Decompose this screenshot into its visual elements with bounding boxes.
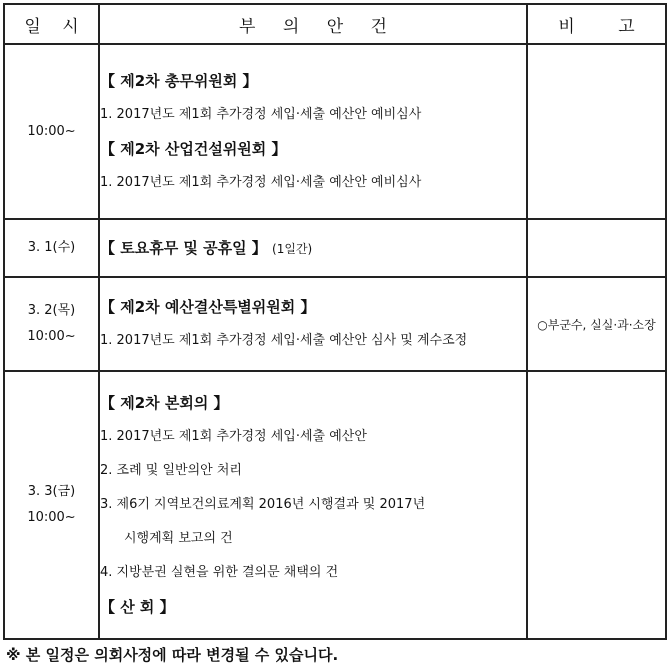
agenda-item: 1. 2017년도 제1회 추가경정 세입·세출 예산안 예비심사 xyxy=(100,174,422,190)
agenda-item: 2. 조례 및 일반의안 처리 xyxy=(100,463,242,478)
agenda-item: 1. 2017년도 제1회 추가경정 세입·세출 예산안 심사 및 계수조정 xyxy=(100,333,468,348)
agenda-item: 3. 제6기 지역보건의료계획 2016년 시행결과 및 2017년 xyxy=(100,497,426,512)
schedule-row xyxy=(4,44,666,219)
row-agenda xyxy=(99,277,527,371)
row-agenda xyxy=(99,44,527,219)
row-note xyxy=(527,44,666,219)
date-line: 3. 1(수) xyxy=(27,240,76,255)
agenda-title xyxy=(100,290,526,324)
agenda-title xyxy=(100,132,526,166)
schedule-row xyxy=(4,371,666,639)
date-line: 10:00~ xyxy=(27,123,76,139)
agenda-item: 시행계획 보고의 건 xyxy=(124,531,233,546)
agenda-title-text: 【 산 회 】 xyxy=(100,598,175,616)
agenda-item: 4. 지방분권 실현을 위한 결의문 채택의 건 xyxy=(100,565,339,580)
row-date xyxy=(4,371,99,639)
schedule-row xyxy=(4,277,666,371)
agenda-title xyxy=(100,386,526,420)
agenda-title-text: 【 토요휴무 및 공휴일 】 xyxy=(100,238,267,257)
agenda-title xyxy=(100,590,526,624)
footer-notice: ※ 본 일정은 의회사정에 따라 변경될 수 있습니다. xyxy=(6,646,339,664)
row-note xyxy=(527,371,666,639)
date-line: 3. 3(금) xyxy=(27,484,76,499)
agenda-title-text: 【 제2차 예산결산특별위원회 】 xyxy=(100,298,316,316)
schedule-table xyxy=(3,3,667,640)
schedule-row xyxy=(4,219,666,277)
agenda-title-suffix: (1일간) xyxy=(272,241,313,256)
row-note: ○부군수, 실실·과·소장 xyxy=(527,277,666,371)
agenda-title xyxy=(100,64,526,98)
row-date xyxy=(4,277,99,371)
header-agenda: 부 의 안 건 xyxy=(99,4,527,44)
row-note xyxy=(527,219,666,277)
agenda-title-text: 【 제2차 본회의 】 xyxy=(100,394,229,412)
header-date: 일 시 xyxy=(4,4,99,44)
header-row xyxy=(4,4,666,44)
row-agenda xyxy=(99,371,527,639)
date-line: 10:00~ xyxy=(27,329,76,344)
agenda-title-text: 【 제2차 산업건설위원회 】 xyxy=(100,139,287,158)
header-note: 비 고 xyxy=(527,4,666,44)
agenda-title xyxy=(100,231,526,266)
date-line: 3. 2(목) xyxy=(27,303,76,318)
row-agenda xyxy=(99,219,527,277)
agenda-item: 1. 2017년도 제1회 추가경정 세입·세출 예산안 예비심사 xyxy=(100,106,422,122)
agenda-title-text: 【 제2차 총무위원회 】 xyxy=(100,71,258,90)
row-date xyxy=(4,44,99,219)
row-date xyxy=(4,219,99,277)
date-line: 10:00~ xyxy=(27,510,76,525)
agenda-item: 1. 2017년도 제1회 추가경정 세입·세출 예산안 xyxy=(100,429,367,444)
